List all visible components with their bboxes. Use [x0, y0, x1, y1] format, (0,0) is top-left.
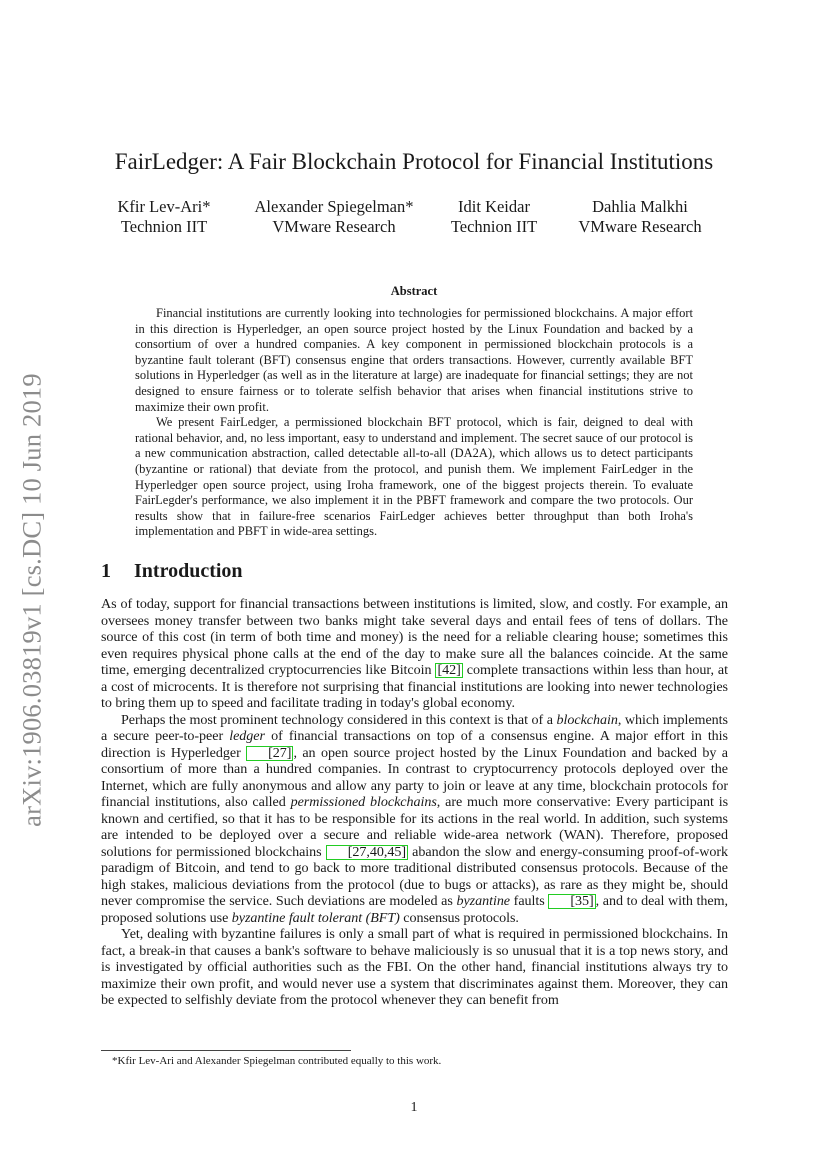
citation-link[interactable]: [27,40,45]: [326, 845, 408, 860]
text-run: faults: [510, 893, 549, 909]
author-name: Alexander Spiegelman*: [254, 197, 414, 216]
arxiv-identifier-stamp: [12, 373, 52, 827]
section-heading: [101, 560, 243, 583]
author-block: [109, 197, 219, 237]
footnote: *Kfir Lev-Ari and Alexander Spiegelman contributed equally to this work.: [112, 1055, 442, 1067]
author-affiliation: VMware Research: [272, 217, 396, 236]
author-affiliation: Technion IIT: [450, 217, 538, 236]
citation-link[interactable]: [27]: [246, 746, 293, 761]
text-run: Perhaps the most prominent technology considered in this context is that of a: [121, 711, 557, 728]
text-run: , and to deal with them, proposed solutions use: [101, 893, 728, 926]
text-run: of financial transactions on top of a consensus engine. A major effort in this direction is Hyperledger: [101, 728, 728, 761]
emphasis: ledger: [229, 728, 265, 744]
arxiv-id-text: arXiv:1906.03819v1 [cs.DC] 10 Jun 2019: [16, 373, 47, 827]
abstract-paragraph: Financial institutions are currently looking into technologies for permissioned blockchains. A major effort in this direction is Hyperledger, an open source project hosted by the Linux Foundation and backed by a consortium of over a hundred companies. A key component in permissioned blockchain protocols is a byzantine fault tolerant (BFT) consensus engine that orders transactions. However, currently available BFT solutions in Hyperledger (as well as in the literature at large) are inadequate for financial settings; they are not designed to ensure fairness or to tolerate selfish behavior that arises when financial institutions strive to maximize their own profit.: [135, 306, 693, 414]
author-name: Idit Keidar: [458, 197, 530, 216]
intro-paragraph: [101, 596, 728, 712]
intro-paragraph: [101, 712, 728, 927]
paper-title: FairLedger: A Fair Blockchain Protocol for Financial Institutions: [114, 149, 714, 174]
text-run: , are much more conservative: Every participant is known and certified, so that it has to be responsible for its actions in the real world. In addition, such systems are intended to be deployed over a secure and reliable wide-area network (WAN). Therefore, proposed solutions for permissioned blockchains: [101, 794, 728, 860]
author-block: [248, 197, 420, 237]
author-block: [440, 197, 548, 237]
emphasis: byzantine fault tolerant (BFT): [231, 909, 400, 926]
page-number: 1: [410, 1100, 418, 1115]
text-run: As of today, support for financial transactions between institutions is limited, slow, and costly. For example, an oversees money transfer between two banks might take several days and entail fees of tens of dollars. The source of this cost (in term of both time and money) is the need for a reliable clearing house; sometimes this even requires physical phone calls at the end of the day to make sure all the balances coincide. At the same time, emerging decentralized cryptocurrencies like Bitcoin: [101, 596, 728, 678]
abstract-paragraph: We present FairLedger, a permissioned blockchain BFT protocol, which is fair, deigned to deal with rational behavior, and, no less important, easy to understand and implement. The secret sauce of our protocol is a new communication abstraction, called detectable all-to-all (DA2A), which allows us to detect participants (byzantine or rational) that deviate from the protocol, and punish them. We implement FairLedger in the Hyperledger open source project, using Iroha framework, one of the biggest projects therein. To evaluate FairLegder's performance, we also implement it in the PBFT framework and compare the two protocols. Our results show that in failure-free scenarios FairLedger achieves better throughput than both Iroha's implementation and PBFT in wide-area settings.: [135, 415, 693, 539]
text-run: , which implements a secure peer-to-peer: [101, 711, 728, 744]
author-name: Kfir Lev-Ari*: [117, 197, 211, 216]
author-affiliation: Technion IIT: [120, 217, 208, 236]
footnote-divider: [101, 1050, 351, 1051]
abstract-body: [135, 306, 693, 540]
text-run: consensus protocols.: [399, 909, 519, 926]
author-block: [568, 197, 712, 237]
citation-link[interactable]: [42]: [437, 662, 461, 678]
emphasis: permissioned blockchains: [290, 794, 437, 810]
intro-paragraph: Yet, dealing with byzantine failures is only a small part of what is required in permissioned blockchains. In fact, a break-in that causes a bank's software to behave maliciously is so unusual that it is a top news story, and is investigated by official authorities such as the FBI. On the other hand, financial institutions always try to maximize their own profit, and would never use a system that discriminates against them. Moreover, they can be expected to selfishly deviate from the protocol whenever they can benefit from: [101, 926, 728, 1008]
emphasis: blockchain: [556, 711, 618, 728]
text-run: , an open source project hosted by the Linux Foundation and backed by a consortium of more than a hundred companies. In contrast to cryptocurrency protocols deployed over the Internet, which are fully anonymous and allow any party to join or leave at any time, blockchain protocols for financial institutions, also called: [101, 744, 728, 810]
section-title: Introduction: [134, 560, 243, 582]
text-run: complete transactions within less than hour, at a cost of microcents. It is therefore not surprising that financial institutions are looking into newer technologies to bring them up to speed and facilitate trading in today's global economy.: [101, 662, 728, 711]
author-affiliation: VMware Research: [578, 217, 702, 236]
abstract-heading: Abstract: [390, 284, 438, 298]
citation-link[interactable]: [35]: [548, 894, 595, 909]
introduction-body: [101, 596, 728, 1009]
section-number: 1: [101, 560, 111, 582]
emphasis: byzantine: [456, 893, 511, 909]
author-name: Dahlia Malkhi: [592, 197, 688, 216]
text-run: abandon the slow and energy-consuming proof-of-work paradigm of Bitcoin, and tend to go back to more traditional distributed consensus protocols. Because of the high stakes, malicious deviations from the protocol (due to bugs or attacks), as rare as they might be, should never compromise the service. Such deviations are modeled as: [101, 843, 728, 909]
